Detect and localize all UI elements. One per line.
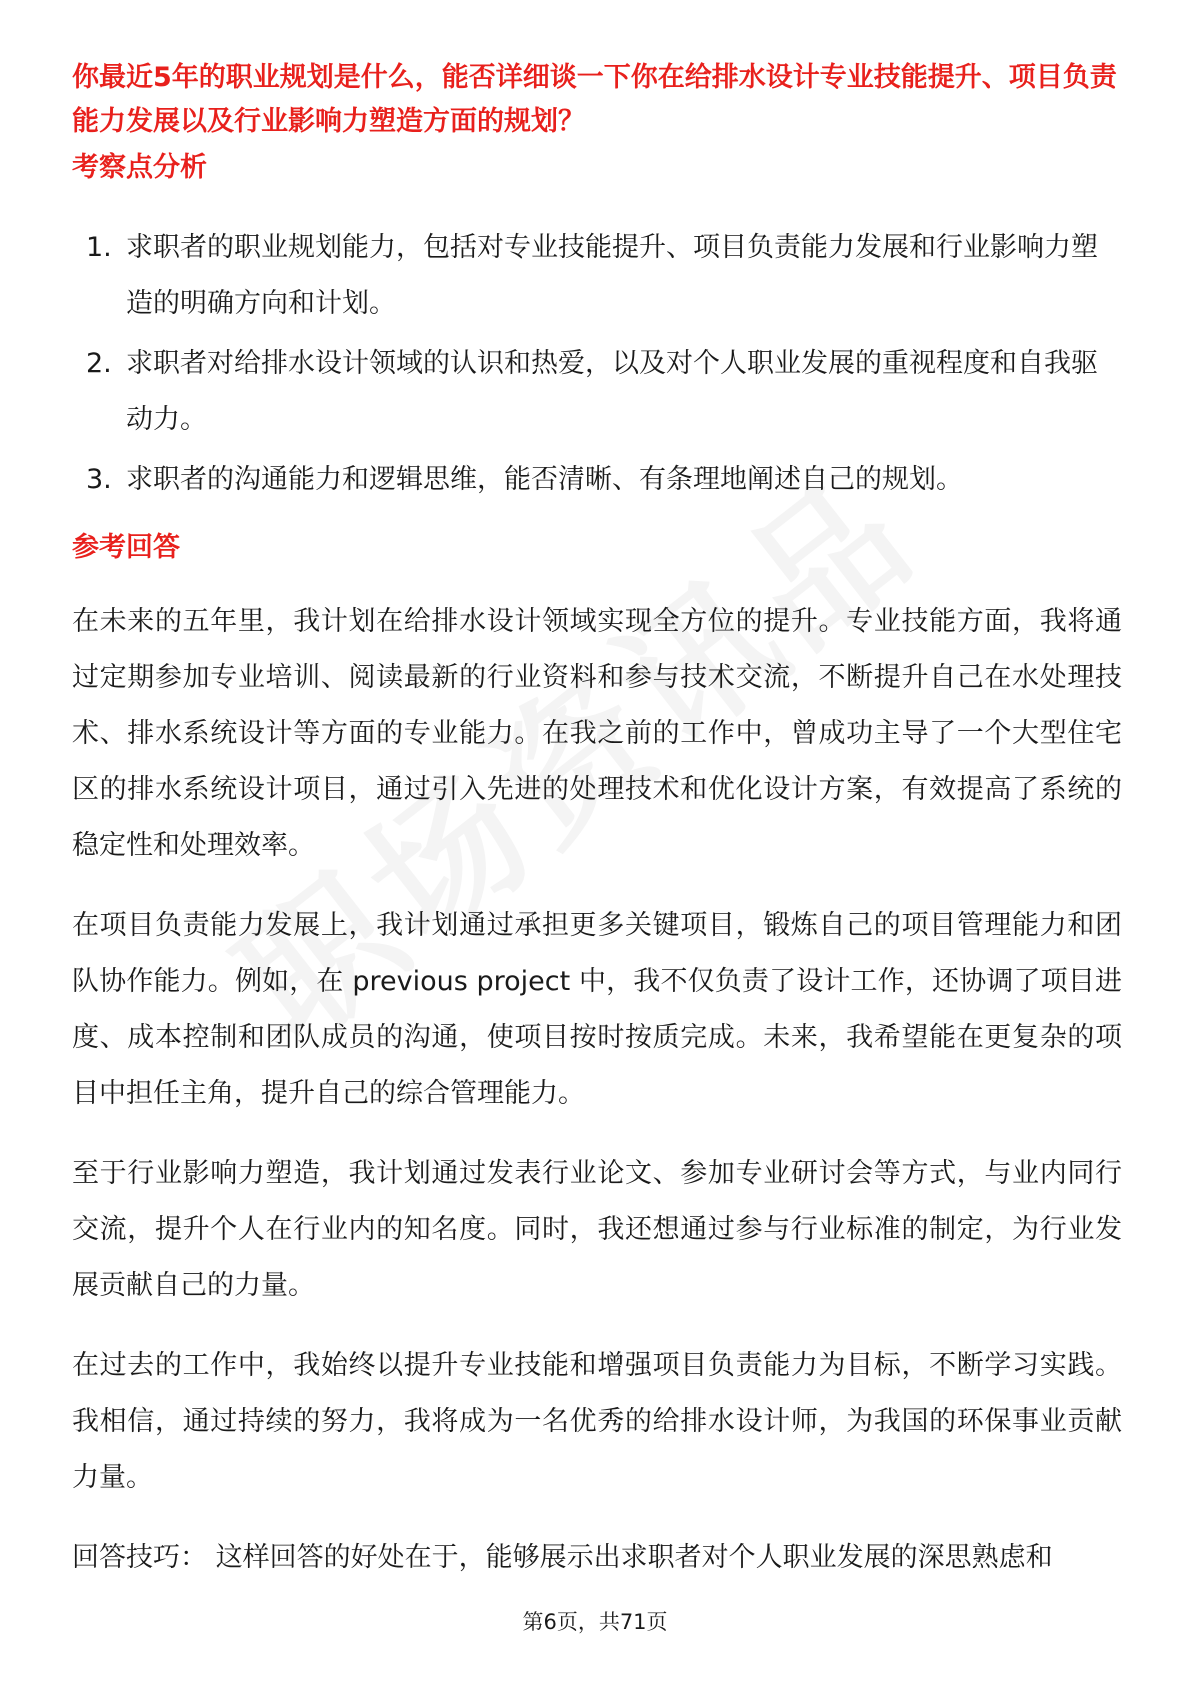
question-title: 你最近5年的职业规划是什么，能否详细谈一下你在给排水设计专业技能提升、项目负责能力发展以及行业影响力塑造方面的规划？ [72,62,1117,137]
answer-heading: 参考回答 [72,532,180,563]
page-footer: 第6页，共71页 [522,1610,668,1634]
answer-tip: 回答技巧： 这样回答的好处在于，能够展示出求职者对个人职业发展的深思熟虑和 [72,1542,1053,1573]
answer-paragraph: 在未来的五年里，我计划在给排水设计领域实现全方位的提升。专业技能方面，我将通过定期参加专业培训、阅读最新的行业资料和参与技术交流，不断提升自己在水处理技术、排水系统设计等方面的专业能力。在我之前的工作中，曾成功主导了一个大型住宅区的排水系统设计项目，通过引入先进的处理技术和优化设计方案，有效提高了系统的稳定性和处理效率。 [72,606,1122,861]
list-number: 1. [86,232,112,263]
list-number: 3. [86,464,112,495]
list-number: 2. [86,348,112,379]
list-item-text: 求职者的沟通能力和逻辑思维，能否清晰、有条理地阐述自己的规划。 [126,464,963,495]
analysis-list [72,220,1122,512]
answer-paragraph: 至于行业影响力塑造，我计划通过发表行业论文、参加专业研讨会等方式，与业内同行交流，提升个人在行业内的知名度。同时，我还想通过参与行业标准的制定，为行业发展贡献自己的力量。 [72,1158,1122,1301]
list-item [72,220,1122,332]
answer-paragraph: 在过去的工作中，我始终以提升专业技能和增强项目负责能力为目标，不断学习实践。我相信，通过持续的努力，我将成为一名优秀的给排水设计师，为我国的环保事业贡献力量。 [72,1350,1122,1493]
list-item-text: 求职者的职业规划能力，包括对专业技能提升、项目负责能力发展和行业影响力塑造的明确方向和计划。 [126,232,1098,319]
answer-paragraph: 在项目负责能力发展上，我计划通过承担更多关键项目，锻炼自己的项目管理能力和团队协作能力。例如，在 previous project 中，我不仅负责了设计工作，还协调了项目进度、成本控制和团队成员的沟通，使项目按时按质完成。未来，我希望能在更复杂的项目中担任主角，提升自己的综合管理能力。 [72,910,1122,1109]
list-item-text: 求职者对给排水设计领域的认识和热爱，以及对个人职业发展的重视程度和自我驱动力。 [126,348,1098,435]
list-item [72,336,1122,448]
analysis-heading: 考察点分析 [72,152,207,183]
list-item [72,452,1122,508]
